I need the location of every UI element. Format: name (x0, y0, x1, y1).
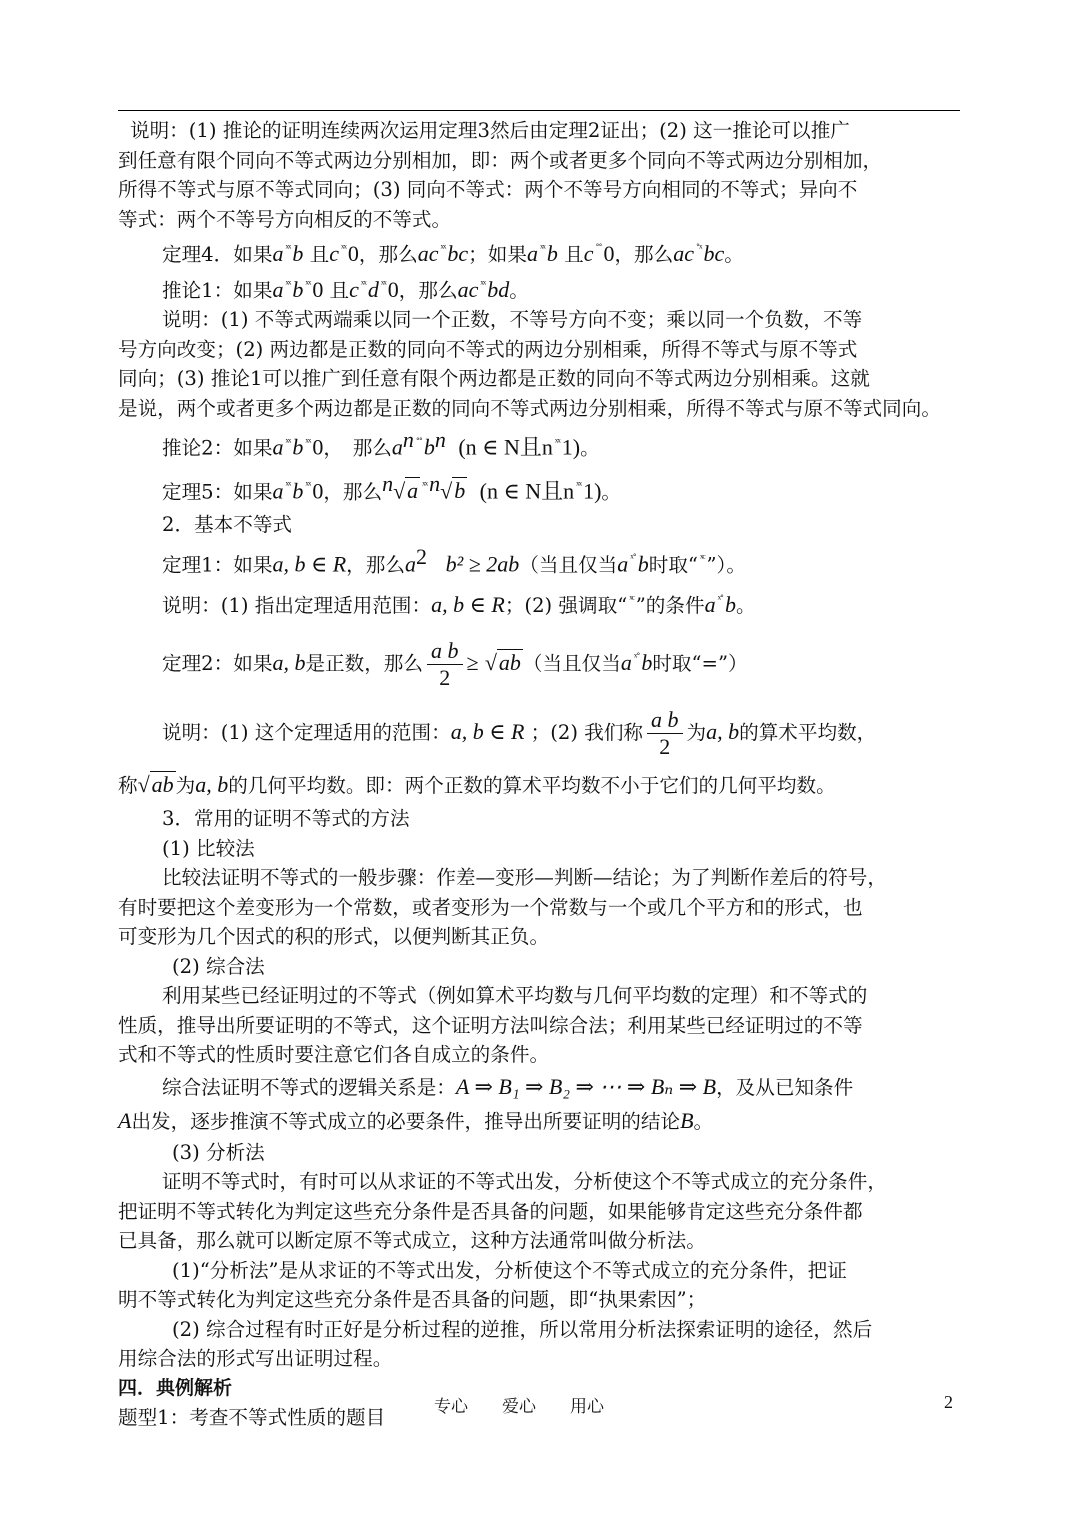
text-line: (1)“分析法”是从求证的不等式出发，分析使这个不等式成立的充分条件，把证 (172, 1258, 847, 1282)
note-3: 称√ab 为a, b的几何平均数。即：两个正数的算术平均数不小于它们的几何平均数。 (118, 772, 836, 798)
text-line: 明不等式转化为判定这些充分条件是否具备的问题，即“执果索因”； (118, 1288, 707, 1312)
text-line: 用综合法的形式写出证明过程。 (118, 1347, 393, 1371)
text-line: 说明：(1) 推论的证明连续两次运用定理3然后由定理2证出；(2) 这一推论可以推广 (130, 119, 850, 142)
fraction: $\frac{\text{a b}}{2}$ (427, 638, 463, 691)
page-number: 2 (944, 1392, 953, 1412)
footer-motto: 专心 爱心 用心 (434, 1397, 604, 1417)
text-line: 所得不等式与原不等式同向；(3) 同向不等式：两个不等号方向相同的不等式；异向不 (118, 178, 858, 201)
text-line: A出发，逐步推演不等式成立的必要条件，推导出所要证明的结论B。 (118, 1107, 714, 1133)
logic-chain: 综合法证明不等式的逻辑关系是：A ⇒ B₁ ⇒ B₂ ⇒ ⋯ ⇒ Bₙ ⇒ B，及从已知条件 (162, 1073, 854, 1099)
note-1: 说明：(1) 指出定理适用范围：a, b ∈ R；(2) 强调取“ $^{ˣᶜ}$ ”的条件a $^{ˣ˚}$b。 (162, 592, 756, 618)
section-heading: 四．典例解析 (118, 1376, 233, 1399)
header-rule (118, 110, 960, 111)
text-line: 等式：两个不等号方向相反的不等式。 (118, 207, 452, 231)
corollary-1: 推论1：如果a $^{ˣˣ}$b $^{ˣˣ}$0 且c $^{ˣˣ}$d $^{ˣˣ}$0，那么ac $^{ˣˣ}$bd。 (162, 276, 529, 302)
radical-icon: √ (137, 772, 150, 798)
section-heading: 3．常用的证明不等式的方法 (162, 807, 410, 831)
text-line: (2) 综合过程有时正好是分析过程的逆推，所以常用分析法探索证明的途径，然后 (172, 1317, 873, 1341)
section-heading: 2．基本不等式 (162, 513, 293, 537)
text-line: 有时要把这个差变形为一个常数，或者变形为一个常数与一个或几个平方和的形式，也 (118, 895, 863, 919)
theorem-1: 定理1：如果a, b ∈ R，那么$a^2$ b² ≥ 2ab（当且仅当a $^{ˣ˚}$b时取“ $^{ˣᶜ}$ ”）。 (162, 543, 746, 577)
page-content (118, 116, 960, 1433)
fraction: $\frac{\text{a b}}{2}$ (647, 707, 683, 760)
note-2: 说明：(1) 这个定理适用的范围：a, b ∈ R ；(2) 我们称 $\frac{\text{a b}}{2}$ 为a, b的算术平均数， (162, 707, 877, 760)
text-line: 利用某些已经证明过的不等式（例如算术平均数与几何平均数的定理）和不等式的 (162, 984, 868, 1008)
radical-icon: √ (393, 478, 406, 504)
text-line: 证明不等式时，有时可以从求证的不等式出发，分析使这个不等式成立的充分条件， (162, 1170, 887, 1194)
radical-icon: √ (440, 478, 453, 504)
text-line: 性质，推导出所要证明的不等式，这个证明方法叫综合法；利用某些已经证明过的不等 (118, 1013, 863, 1037)
text-line: 比较法证明不等式的一般步骤：作差—变形—判断—结论；为了判断作差后的符号， (162, 866, 887, 890)
text-line: 可变形为几个因式的积的形式，以便判断其正负。 (118, 925, 550, 949)
radical-icon: √ (484, 650, 497, 676)
text-line: 式和不等式的性质时要注意它们各自成立的条件。 (118, 1043, 550, 1067)
subsection-heading: (3) 分析法 (172, 1140, 265, 1164)
text-line: 到任意有限个同向不等式两边分别相加，即：两个或者更多个同向不等式两边分别相加， (118, 148, 883, 172)
subsection-heading: (2) 综合法 (172, 954, 265, 978)
text-line: 号方向改变；(2) 两边都是正数的同向不等式的两边分别相乘，所得不等式与原不等式 (118, 337, 858, 361)
theorem-2: 定理2：如果a, b是正数，那么 $\frac{\text{a b}}{2}$ ≥ √ab （当且仅当a $^{ˣ˚}$b时取“=”） (162, 638, 748, 691)
text-line: 同向；(3) 推论1可以推广到任意有限个两边都是正数的同向不等式两边分别相乘。这就 (118, 367, 870, 390)
theorem-4: 定理4．如果a $^{ˣˣ}$b 且c $^{ˣˣ}$0，那么ac $^{ˣˣ}$bc；如果a $^{ˣˣ}$b 且c ˚˚0，那么ac $^{˚ˣ}$bc。 (162, 241, 744, 266)
text-line: 已具备，那么就可以断定原不等式成立，这种方法通常叫做分析法。 (118, 1229, 706, 1253)
text-line: 是说，两个或者更多个两边都是正数的同向不等式两边分别相乘，所得不等式与原不等式同向。 (118, 396, 941, 420)
text-line: 说明：(1) 不等式两端乘以同一个正数，不等号方向不变；乘以同一个负数，不等 (162, 308, 863, 331)
subsection-heading: (1) 比较法 (162, 836, 255, 860)
text-line: 题型1：考查不等式性质的题目 (118, 1406, 386, 1430)
theorem-5: 定理5：如果a $^{ˣˣ}$b $^{ˣˣ}$0，那么$^n$√a $^{ˣˣn}$√b (n ∈ N且n $^{ˣˣ}$1)。 (162, 470, 622, 504)
text-line: 把证明不等式转化为判定这些充分条件是否具备的问题，如果能够肯定这些充分条件都 (118, 1199, 863, 1223)
corollary-2: 推论2：如果a $^{ˣˣ}$b $^{ˣˣ}$0， 那么$a^n$ $^{˚˚}b^n$ (n ∈ N且n $^{ˣˣ}$1)。 (162, 427, 600, 460)
